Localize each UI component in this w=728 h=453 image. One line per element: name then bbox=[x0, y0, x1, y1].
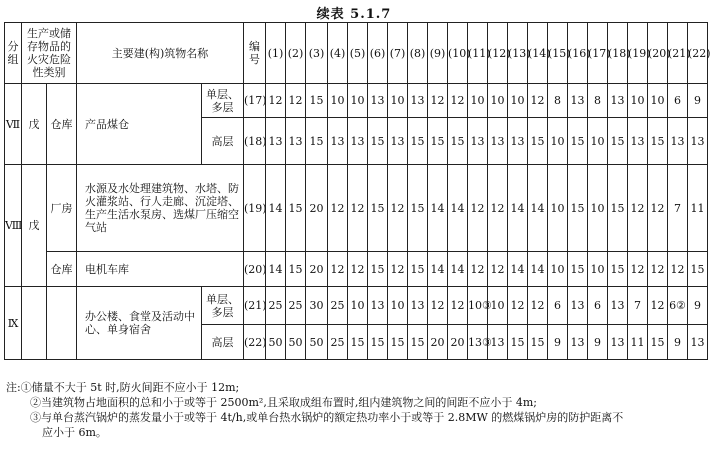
distance-value-cell: 15 bbox=[688, 252, 708, 287]
distance-value-cell: 12 bbox=[448, 287, 468, 325]
header-building-name: 主要建(构)筑物名称 bbox=[77, 23, 244, 84]
distance-value-cell: 12 bbox=[328, 252, 348, 287]
building-kind-cell: 仓库 bbox=[47, 252, 77, 287]
building-kind-cell: 厂房 bbox=[47, 165, 77, 252]
header-num: (4) bbox=[328, 23, 348, 84]
note-line: 应小于 6m。 bbox=[42, 426, 107, 439]
distance-value-cell: 12 bbox=[628, 252, 648, 287]
distance-value-cell: 15 bbox=[648, 325, 668, 360]
table-row bbox=[5, 252, 728, 287]
distance-value-cell: 25 bbox=[266, 287, 286, 325]
distance-value-cell: 25 bbox=[286, 287, 306, 325]
distance-value-cell: 7 bbox=[628, 287, 648, 325]
group-cell: Ⅷ bbox=[5, 165, 22, 287]
distance-value-cell: 15 bbox=[408, 165, 428, 252]
building-name-cell: 产品煤仓 bbox=[77, 84, 202, 165]
distance-value-cell: 30 bbox=[306, 287, 328, 325]
distance-value-cell: 15 bbox=[408, 252, 428, 287]
distance-value-cell: 13 bbox=[508, 118, 528, 165]
distance-value-cell: 15 bbox=[408, 325, 428, 360]
distance-value-cell: 8 bbox=[548, 84, 568, 118]
distance-value-cell: 25 bbox=[328, 287, 348, 325]
building-name-cell: 办公楼、食堂及活动中心、单身宿舍 bbox=[77, 287, 202, 360]
header-num: (2) bbox=[286, 23, 306, 84]
distance-value-cell: 13 bbox=[568, 84, 588, 118]
distance-value-cell: 15 bbox=[306, 84, 328, 118]
distance-value-cell: 10 bbox=[488, 287, 508, 325]
note-line: ③与单台蒸汽锅炉的蒸发量小于或等于 4t/h,或单台热水锅炉的额定热功率小于或等于 2.8MW 的燃煤锅炉房的防护距离不 bbox=[30, 411, 624, 424]
distance-value-cell: 6② bbox=[668, 287, 688, 325]
distance-value-cell: 15 bbox=[528, 118, 548, 165]
header-num: (18) bbox=[608, 23, 628, 84]
distance-value-cell: 12 bbox=[428, 287, 448, 325]
building-kind-cell bbox=[47, 287, 77, 360]
header-num: (9) bbox=[428, 23, 448, 84]
header-group: 分组 bbox=[5, 23, 22, 84]
header-num: (12) bbox=[488, 23, 508, 84]
distance-value-cell: 12 bbox=[648, 165, 668, 252]
header-num: (5) bbox=[348, 23, 368, 84]
distance-value-cell: 8 bbox=[588, 84, 608, 118]
header-category: 生产或储存物品的火灾危险性类别 bbox=[22, 23, 77, 84]
distance-value-cell: 14 bbox=[448, 165, 468, 252]
table-row bbox=[5, 84, 728, 118]
distance-value-cell: 13 bbox=[488, 118, 508, 165]
floor-cell: 单层、多层 bbox=[202, 84, 244, 118]
distance-value-cell: 13 bbox=[688, 325, 708, 360]
header-row bbox=[5, 23, 728, 84]
distance-value-cell: 7 bbox=[668, 165, 688, 252]
category-cell: 戊 bbox=[22, 165, 47, 287]
distance-value-cell: 25 bbox=[328, 325, 348, 360]
distance-value-cell: 10 bbox=[648, 84, 668, 118]
distance-value-cell: 13 bbox=[266, 118, 286, 165]
distance-value-cell: 9 bbox=[688, 287, 708, 325]
distance-value-cell: 10 bbox=[388, 287, 408, 325]
header-num: (10) bbox=[448, 23, 468, 84]
distance-value-cell: 12 bbox=[468, 252, 488, 287]
distance-value-cell: 14 bbox=[428, 165, 448, 252]
distance-value-cell: 15 bbox=[648, 118, 668, 165]
distance-value-cell: 12 bbox=[428, 84, 448, 118]
distance-value-cell: 12 bbox=[348, 252, 368, 287]
distance-value-cell: 13 bbox=[608, 325, 628, 360]
distance-value-cell: 11 bbox=[688, 165, 708, 252]
row-id-cell: (22) bbox=[244, 325, 266, 360]
distance-value-cell: 10 bbox=[468, 84, 488, 118]
header-num: (17) bbox=[588, 23, 608, 84]
distance-value-cell: 6 bbox=[668, 84, 688, 118]
category-cell bbox=[22, 287, 47, 360]
distance-value-cell: 15 bbox=[368, 325, 388, 360]
distance-value-cell: 10 bbox=[548, 118, 568, 165]
distance-value-cell: 10 bbox=[348, 287, 368, 325]
distance-value-cell: 9 bbox=[588, 325, 608, 360]
distance-value-cell: 15 bbox=[388, 325, 408, 360]
distance-value-cell: 10 bbox=[588, 252, 608, 287]
building-name-cell: 水源及水处理建筑物、水塔、防火灌浆站、行人走廊、沉淀塔、生产生活水泵房、选煤厂压缩空气站 bbox=[77, 165, 244, 252]
distance-value-cell: 15 bbox=[286, 165, 306, 252]
distance-value-cell: 14 bbox=[448, 252, 468, 287]
distance-value-cell: 13 bbox=[568, 325, 588, 360]
distance-value-cell: 15 bbox=[568, 118, 588, 165]
distance-value-cell: 20 bbox=[448, 325, 468, 360]
distance-value-cell: 13 bbox=[688, 118, 708, 165]
distance-value-cell: 13 bbox=[608, 287, 628, 325]
header-num: (3) bbox=[306, 23, 328, 84]
header-num: (11) bbox=[468, 23, 488, 84]
table-row bbox=[5, 165, 728, 252]
distance-value-cell: 15 bbox=[568, 165, 588, 252]
distance-value-cell: 13 bbox=[568, 287, 588, 325]
distance-value-cell: 50 bbox=[286, 325, 306, 360]
distance-value-cell: 12 bbox=[668, 252, 688, 287]
distance-value-cell: 12 bbox=[488, 165, 508, 252]
distance-value-cell: 15 bbox=[348, 325, 368, 360]
header-num: (20) bbox=[648, 23, 668, 84]
distance-value-cell: 12 bbox=[388, 165, 408, 252]
distance-value-cell: 15 bbox=[368, 118, 388, 165]
category-cell: 戊 bbox=[22, 84, 47, 165]
row-id-cell: (21) bbox=[244, 287, 266, 325]
header-num: (1) bbox=[266, 23, 286, 84]
group-cell: Ⅶ bbox=[5, 84, 22, 165]
distance-value-cell: 15 bbox=[368, 165, 388, 252]
distance-value-cell: 12 bbox=[348, 165, 368, 252]
distance-value-cell: 13 bbox=[668, 118, 688, 165]
row-id-cell: (17) bbox=[244, 84, 266, 118]
distance-value-cell: 14 bbox=[508, 252, 528, 287]
distance-value-cell: 12 bbox=[508, 287, 528, 325]
distance-value-cell: 15 bbox=[448, 118, 468, 165]
distance-value-cell: 10 bbox=[548, 252, 568, 287]
distance-value-cell: 10 bbox=[588, 118, 608, 165]
distance-value-cell: 13 bbox=[328, 118, 348, 165]
distance-value-cell: 14 bbox=[266, 165, 286, 252]
distance-value-cell: 12 bbox=[528, 84, 548, 118]
distance-value-cell: 20 bbox=[306, 165, 328, 252]
distance-value-cell: 14 bbox=[428, 252, 448, 287]
distance-value-cell: 10③ bbox=[468, 287, 488, 325]
header-num: (19) bbox=[628, 23, 648, 84]
distance-value-cell: 13 bbox=[488, 325, 508, 360]
distance-value-cell: 13 bbox=[368, 287, 388, 325]
distance-value-cell: 10 bbox=[508, 84, 528, 118]
distance-value-cell: 15 bbox=[368, 252, 388, 287]
distance-value-cell: 10 bbox=[548, 165, 568, 252]
note-line: 注:①储量不大于 5t 时,防火间距不应小于 12m; bbox=[6, 381, 240, 394]
distance-value-cell: 13 bbox=[408, 287, 428, 325]
distance-value-cell: 10 bbox=[588, 165, 608, 252]
distance-value-cell: 20 bbox=[428, 325, 448, 360]
distance-value-cell: 12 bbox=[648, 287, 668, 325]
distance-value-cell: 12 bbox=[488, 252, 508, 287]
distance-value-cell: 13 bbox=[388, 118, 408, 165]
distance-value-cell: 10 bbox=[628, 84, 648, 118]
distance-value-cell: 15 bbox=[508, 325, 528, 360]
distance-value-cell: 6 bbox=[588, 287, 608, 325]
table-row bbox=[5, 287, 728, 325]
header-num: (22) bbox=[688, 23, 708, 84]
distance-value-cell: 10 bbox=[488, 84, 508, 118]
distance-value-cell: 14 bbox=[528, 165, 548, 252]
distance-value-cell: 12 bbox=[328, 165, 348, 252]
distance-value-cell: 12 bbox=[628, 165, 648, 252]
distance-value-cell: 15 bbox=[306, 118, 328, 165]
building-name-cell: 电机车库 bbox=[77, 252, 244, 287]
row-id-cell: (19) bbox=[244, 165, 266, 252]
distance-value-cell: 13 bbox=[348, 118, 368, 165]
table-body bbox=[5, 23, 728, 360]
distance-value-cell: 15 bbox=[428, 118, 448, 165]
distance-value-cell: 13 bbox=[408, 84, 428, 118]
row-id-cell: (20) bbox=[244, 252, 266, 287]
header-num: (13) bbox=[508, 23, 528, 84]
distance-value-cell: 13③ bbox=[468, 325, 488, 360]
header-num: (15) bbox=[548, 23, 568, 84]
header-num: (6) bbox=[368, 23, 388, 84]
floor-cell: 单层、多层 bbox=[202, 287, 244, 325]
distance-value-cell: 12 bbox=[266, 84, 286, 118]
distance-value-cell: 15 bbox=[608, 165, 628, 252]
distance-value-cell: 13 bbox=[286, 118, 306, 165]
distance-value-cell: 14 bbox=[508, 165, 528, 252]
note-line: ②当建筑物占地面积的总和小于或等于 2500m²,且采取成组布置时,组内建筑物之间的间距不应小于 4m; bbox=[30, 396, 537, 409]
distance-value-cell: 9 bbox=[668, 325, 688, 360]
distance-value-cell: 6 bbox=[548, 287, 568, 325]
distance-value-cell: 10 bbox=[348, 84, 368, 118]
distance-value-cell: 12 bbox=[448, 84, 468, 118]
fire-distance-table bbox=[4, 22, 728, 360]
floor-cell: 高层 bbox=[202, 325, 244, 360]
distance-value-cell: 10 bbox=[388, 84, 408, 118]
row-id-cell: (18) bbox=[244, 118, 266, 165]
header-num: (8) bbox=[408, 23, 428, 84]
distance-value-cell: 15 bbox=[286, 252, 306, 287]
floor-cell: 高层 bbox=[202, 118, 244, 165]
distance-value-cell: 20 bbox=[306, 252, 328, 287]
distance-value-cell: 15 bbox=[568, 252, 588, 287]
distance-value-cell: 13 bbox=[368, 84, 388, 118]
distance-value-cell: 9 bbox=[548, 325, 568, 360]
table-title: 续表 5.1.7 bbox=[316, 7, 392, 22]
header-num: (7) bbox=[388, 23, 408, 84]
distance-value-cell: 11 bbox=[628, 325, 648, 360]
distance-value-cell: 13 bbox=[608, 84, 628, 118]
header-num: (16) bbox=[568, 23, 588, 84]
building-kind-cell: 仓库 bbox=[47, 84, 77, 165]
distance-value-cell: 13 bbox=[468, 118, 488, 165]
group-cell: Ⅸ bbox=[5, 287, 22, 360]
distance-value-cell: 15 bbox=[528, 325, 548, 360]
table-notes bbox=[6, 380, 706, 440]
distance-value-cell: 50 bbox=[266, 325, 286, 360]
distance-value-cell: 9 bbox=[688, 84, 708, 118]
distance-value-cell: 13 bbox=[628, 118, 648, 165]
distance-value-cell: 12 bbox=[528, 287, 548, 325]
distance-value-cell: 15 bbox=[608, 252, 628, 287]
distance-value-cell: 14 bbox=[528, 252, 548, 287]
distance-value-cell: 12 bbox=[468, 165, 488, 252]
distance-value-cell: 12 bbox=[388, 252, 408, 287]
header-num: (21) bbox=[668, 23, 688, 84]
distance-value-cell: 50 bbox=[306, 325, 328, 360]
distance-value-cell: 15 bbox=[608, 118, 628, 165]
distance-value-cell: 15 bbox=[408, 118, 428, 165]
distance-value-cell: 12 bbox=[648, 252, 668, 287]
header-id: 编号 bbox=[244, 23, 266, 84]
distance-value-cell: 14 bbox=[266, 252, 286, 287]
distance-value-cell: 12 bbox=[286, 84, 306, 118]
distance-value-cell: 10 bbox=[328, 84, 348, 118]
header-num: (14) bbox=[528, 23, 548, 84]
